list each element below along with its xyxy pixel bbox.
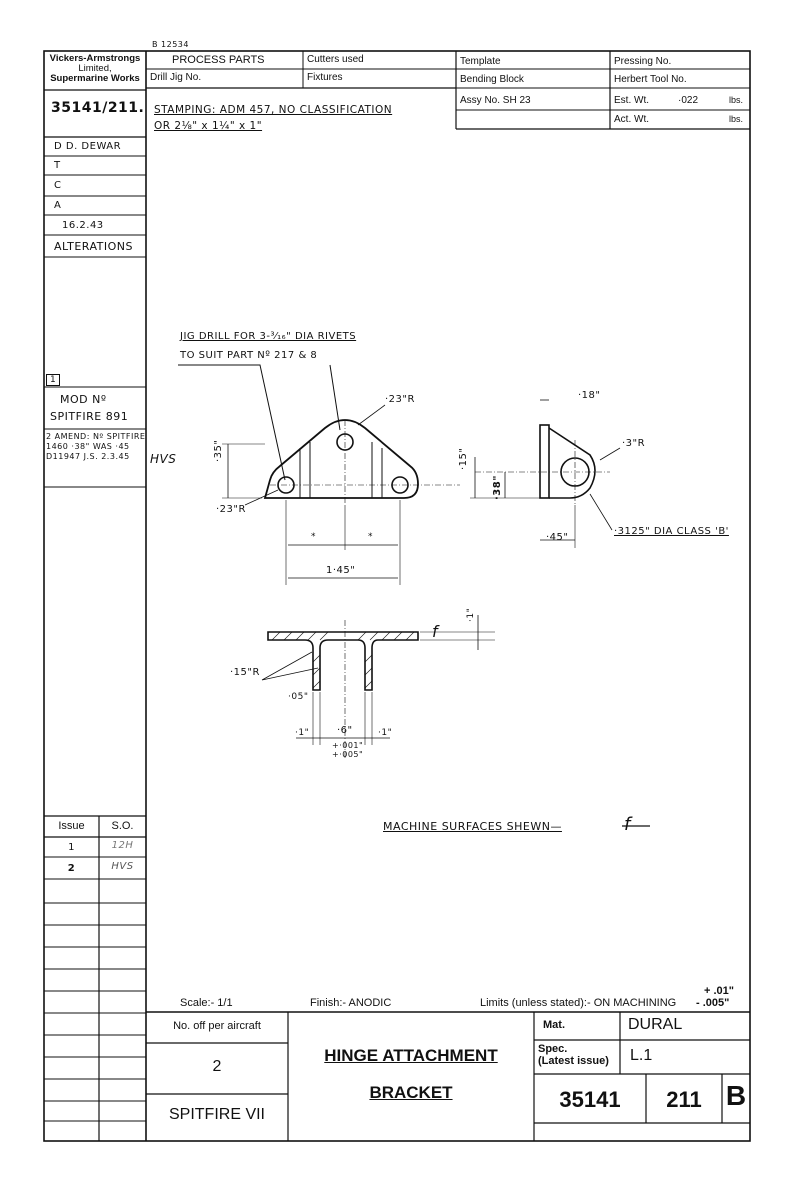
dimension-star-left: * [311,532,316,542]
tolerance-plus: + .01" [704,985,734,997]
limits-label: Limits (unless stated):- ON MACHINING [480,997,677,1009]
alteration-amendment: 2 AMEND: Nº SPITFIRE 1460 ·38" WAS ·45 D11947 J.S. 2.3.45 [46,432,146,461]
drill-jig-label: Drill Jig No. [150,72,202,83]
dimension-45: ·45" [546,532,569,543]
estimated-weight-value: ·022 [678,95,699,106]
estimated-weight-label: Est. Wt. [614,95,649,106]
dimension-35: ·35" [213,439,224,462]
material-label: Mat. [543,1019,565,1031]
dimension-1-flange: ·1" [466,607,476,622]
dimension-1-right: ·1" [378,728,393,738]
part-title-line-2: BRACKET [369,1083,453,1102]
dimension-star-right: * [368,532,373,542]
specification-label-line-2: (Latest issue) [538,1055,609,1067]
side-view-lug [549,428,595,498]
estimated-weight-unit: lbs. [729,95,744,105]
so-column-header: S.O. [111,820,134,832]
bracket-front-outline [265,420,418,498]
radius-23-top-label: ·23"R [385,394,415,405]
drawing-reference: B 12534 [152,40,189,49]
dimension-38: ·38" [492,475,503,500]
alteration-mod-number: MOD Nº [60,393,107,406]
issue-column-header: Issue [58,820,85,832]
so-row-2: HVS [111,861,134,872]
alteration-initials: HVS [150,452,177,466]
drawing-number: 35141 [559,1087,621,1112]
assembly-number: Assy No. SH 23 [460,95,531,106]
signoff-checked: C [54,180,62,191]
quantity-label: No. off per aircraft [173,1020,261,1032]
dimension-1-left: ·1" [295,728,310,738]
alteration-number-1: 1 [46,374,60,386]
dimension-18: ·18" [578,390,601,401]
part-title-line-1: HINGE ATTACHMENT [324,1046,498,1065]
signoff-date: 16.2.43 [62,220,104,231]
herbert-tool-label: Herbert Tool No. [614,74,687,85]
so-row-1: 12H [111,840,134,851]
side-view-flange [540,425,549,498]
process-parts-label: PROCESS PARTS [172,54,265,66]
signoff-drawn: D D. DEWAR [54,141,122,152]
scale-label: Scale:- 1/1 [180,997,233,1009]
issue-letter: B [725,1080,747,1111]
section-view-profile [268,632,418,690]
cutters-label: Cutters used [307,54,364,65]
radius-23-bottom-label: ·23"R [216,504,246,515]
bending-block-label: Bending Block [460,74,524,85]
aircraft-type: SPITFIRE VII [168,1106,265,1123]
alteration-mod-aircraft: SPITFIRE 891 [50,410,129,423]
machine-surfaces-symbol: f [624,814,631,835]
dimension-05: ·05" [288,692,309,702]
jig-drill-note: JIG DRILL FOR 3-³⁄₁₆" DIA RIVETS [180,331,357,342]
issue-row-1: 1 [68,842,75,853]
dimension-tolerance: +·001" +·005" [332,741,364,759]
fixtures-label: Fixtures [307,72,343,83]
hole-diameter-note: ·3125" DIA CLASS 'B' [614,526,729,537]
company-line-3: Supermarine Works [50,73,140,84]
alterations-label: ALTERATIONS [54,240,134,253]
quantity-value: 2 [212,1058,222,1075]
dimension-15: ·15" [458,447,469,470]
issue-row-2: 2 [67,863,76,874]
template-label: Template [460,56,501,67]
machine-surfaces-note: MACHINE SURFACES SHEWN— [383,820,562,833]
specification-label [538,1043,609,1067]
jig-drill-part-note: TO SUIT PART Nº 217 & 8 [180,350,318,361]
stamping-note: STAMPING: ADM 457, NO CLASSIFICATION [154,104,393,116]
company-line-2: Limited, [78,63,112,74]
radius-15-label: ·15"R [230,667,260,678]
material-value: DURAL [628,1016,683,1033]
radius-3-label: ·3"R [622,438,646,449]
company-line-1: Vickers-Armstrongs [49,53,141,64]
jig-note-leader [178,365,285,480]
signoff-approved: A [54,200,62,211]
finish-label: Finish:- ANODIC [310,997,392,1009]
actual-weight-label: Act. Wt. [614,114,649,125]
actual-weight-unit: lbs. [729,114,744,124]
signoff-traced: T [54,160,61,171]
machine-surface-symbol: f [432,622,439,641]
part-number: 211 [666,1087,702,1112]
dimension-1-45: 1·45" [326,565,356,576]
drawing-number-left: 35141/211. [51,100,145,116]
specification-label-line-1: Spec. [538,1043,568,1055]
dimension-6: ·6" [337,725,353,736]
tolerance-minus: - .005" [696,997,730,1009]
stamping-size: OR 2⅛" x 1¼" x 1" [154,120,263,132]
specification-value: L.1 [630,1047,653,1064]
pressing-label: Pressing No. [614,56,672,67]
